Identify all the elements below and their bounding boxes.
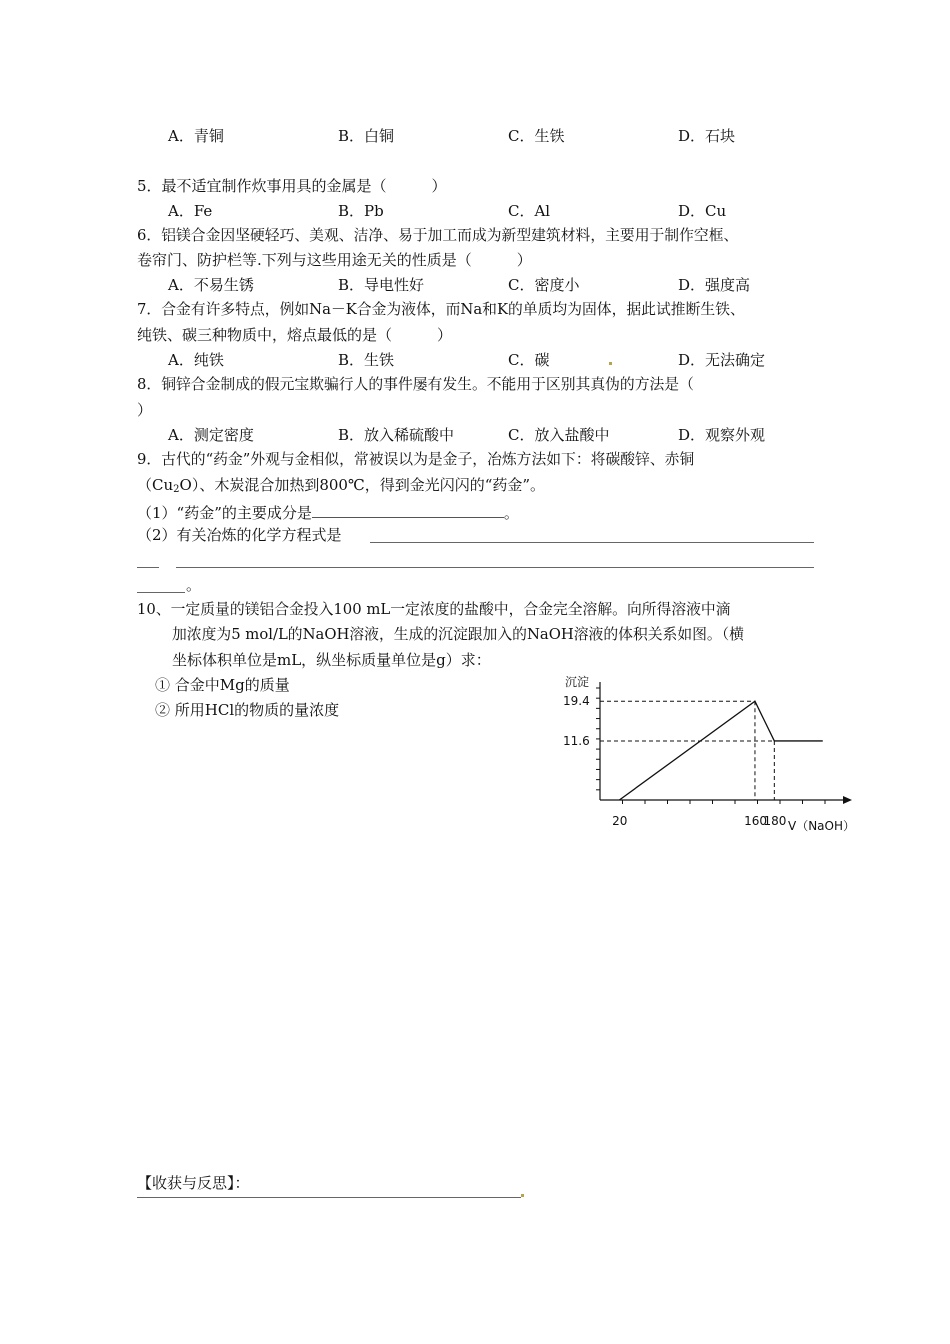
answer-line — [176, 567, 814, 568]
precipitate-line — [619, 701, 822, 800]
q7-stem-line1: 7．合金有许多特点，例如Na－K合金为液体，而Na和K的单质均为固体，据此试推断生铁、 — [137, 301, 745, 318]
x-axis-label: V（NaOH） — [788, 819, 856, 833]
q6-option-c: C．密度小 — [508, 276, 580, 294]
q9-stem-line2: $(Cu_2O)$、木炭混合加热到800℃，得到金光闪闪的“药金”。 — [137, 476, 546, 495]
q10-stem-line3: 坐标体积单位是mL，纵坐标质量单位是g）求： — [172, 651, 491, 669]
q7-option-d: D．无法确定 — [678, 351, 766, 369]
stray-dot — [521, 1194, 524, 1197]
x-tick-label: 180 — [763, 814, 787, 828]
y-tick-label: 11.6 — [563, 733, 590, 748]
q9-part1: （1）“药金”的主要成分是 。 — [137, 504, 519, 522]
precipitate-graph — [555, 668, 875, 843]
q5-option-d: D．Cu — [678, 202, 727, 220]
y-tick-label: 19.4 — [563, 694, 590, 709]
q10-stem-line1: 10、一定质量的镁铝合金投入100 mL一定浓度的盐酸中，合金完全溶解。向所得溶液中滴 — [137, 601, 731, 618]
graph-axes — [596, 682, 852, 804]
q10-ask-1: ① 合金中Mg的质量 — [155, 676, 290, 694]
q8-stem-line2: ） — [137, 401, 153, 419]
q7-option-a: A．纯铁 — [168, 351, 224, 369]
q8-stem-line1: 8．铜锌合金制成的假元宝欺骗行人的事件屡有发生。不能用于区别其真伪的方法是（ — [137, 376, 694, 393]
answer-line — [370, 542, 814, 543]
q9-stem-line1: 9．古代的“药金”外观与金相似，常被误以为是金子，冶炼方法如下：将碳酸锌、赤铜 — [137, 451, 695, 468]
x-axis-arrow — [843, 796, 852, 804]
q7-option-c: C．碳 — [508, 351, 550, 369]
q6-stem-line1: 6．铝镁合金因坚硬轻巧、美观、洁净、易于加工而成为新型建筑材料，主要用于制作空框、 — [137, 227, 739, 244]
q5-stem: 5．最不适宜制作炊事用具的金属是（ ） — [137, 177, 447, 195]
q4-option-c: C．生铁 — [508, 127, 565, 145]
q7-stem-line2: 纯铁、碳三种物质中，熔点最低的是（ ） — [137, 326, 453, 344]
stray-dot — [609, 362, 612, 365]
y-axis-label: 沉淀 — [565, 675, 590, 689]
reflection-label: 【收获与反思】： — [137, 1174, 250, 1192]
q6-stem-line2: 卷帘门、防护栏等.下列与这些用途无关的性质是（ ） — [137, 251, 532, 269]
q5-option-a: A．Fe — [168, 202, 213, 220]
q8-option-a: A．测定密度 — [168, 426, 254, 444]
reflection-answer-line — [137, 1197, 521, 1198]
x-tick-label: 160 — [744, 814, 768, 828]
q6-option-d: D．强度高 — [678, 276, 751, 294]
q4-option-a: A．青铜 — [168, 127, 224, 145]
graph-labels — [563, 674, 855, 833]
q6-option-b: B．导电性好 — [338, 276, 425, 294]
q10-stem-line2: 加浓度为5 mol/L的NaOH溶液，生成的沉淀跟加入的NaOH溶液的体积关系如图。（横 — [172, 626, 744, 643]
q8-option-c: C．放入盐酸中 — [508, 426, 610, 444]
q9-end: 。 — [186, 576, 202, 594]
graph-series — [619, 701, 823, 800]
x-tick-label: 20 — [612, 814, 628, 828]
answer-line — [137, 567, 159, 568]
q4-option-b: B．白铜 — [338, 127, 395, 145]
q8-option-d: D．观察外观 — [678, 426, 766, 444]
q5-option-c: C．Al — [508, 202, 551, 220]
q5-option-b: B．Pb — [338, 202, 384, 220]
answer-line — [137, 592, 185, 593]
q8-option-b: B．放入稀硫酸中 — [338, 426, 455, 444]
q10-ask-2: ② 所用HCl的物质的量浓度 — [155, 701, 340, 719]
q7-option-b: B．生铁 — [338, 351, 395, 369]
q6-option-a: A．不易生锈 — [168, 276, 254, 294]
q4-option-d: D．石块 — [678, 127, 736, 145]
q9-part2: （2）有关冶炼的化学方程式是 — [137, 526, 342, 544]
answer-blank — [312, 503, 504, 518]
